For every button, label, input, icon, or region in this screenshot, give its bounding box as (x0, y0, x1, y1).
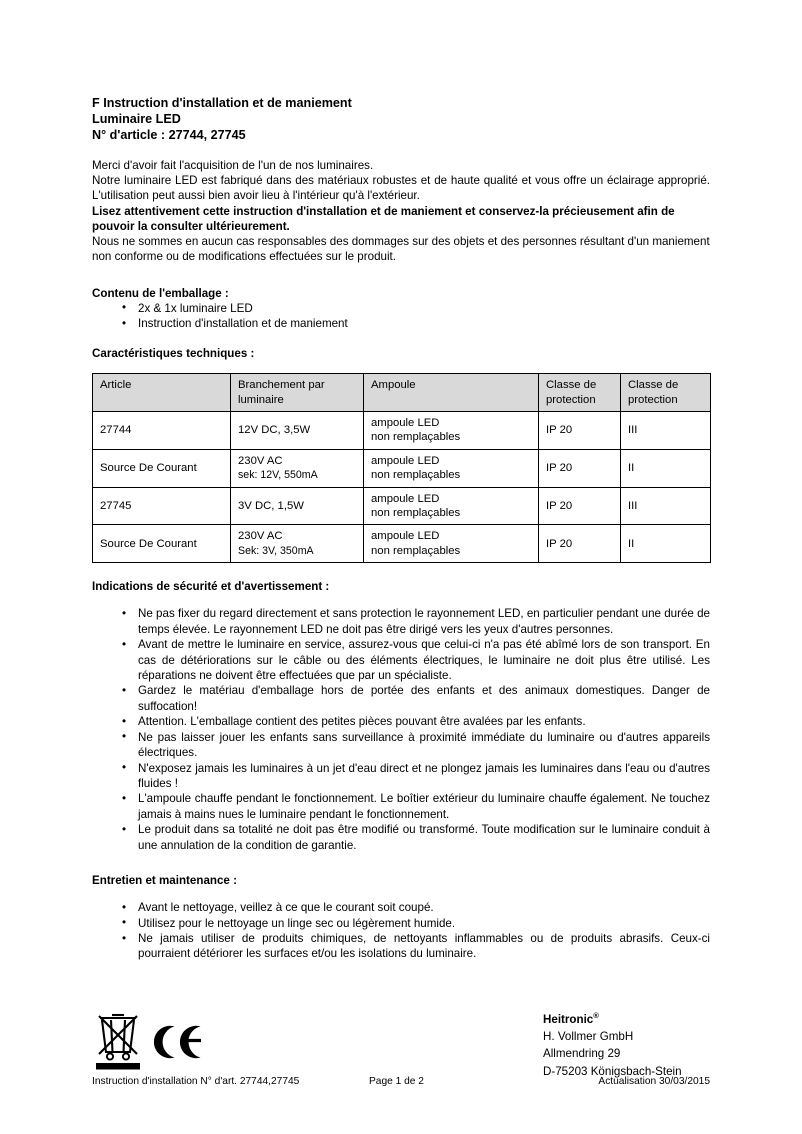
safety-instructions-list (92, 606, 710, 853)
cell-branchement-line-1: 3V DC, 1,5W (238, 499, 304, 512)
package-contents-heading: Contenu de l'emballage : (92, 286, 229, 300)
table-body (93, 411, 711, 562)
spacer (92, 563, 710, 579)
cell-ampoule-line-1: ampoule LED (371, 530, 440, 543)
footer-page-number: Page 1 de 2 (369, 1076, 424, 1087)
cell-ip-rating: IP 20 (539, 411, 621, 449)
cell-article: Source De Courant (93, 525, 231, 563)
cell-ampoule-line-1: ampoule LED (371, 492, 440, 505)
technical-specs-heading: Caractéristiques techniques : (92, 346, 255, 360)
list-item: • Instruction d'installation et de maniement (92, 316, 710, 331)
list-item: • Attention. L'emballage contient des petites pièces pouvant être avalées par les enfants. (92, 714, 710, 729)
document-title-block (92, 95, 710, 144)
table-row (93, 411, 711, 449)
safety-instructions-heading: Indications de sécurité et d'avertissement : (92, 580, 330, 594)
cell-branchement-line-1: 230V AC (238, 454, 283, 467)
list-item: • Ne jamais utiliser de produits chimiques, de nettoyants inflammables ou de produits abrasifs. Ceux-ci pourraient détériorer les surfaces et/ou les isolations du luminaire. (92, 931, 710, 962)
table-row (93, 525, 711, 563)
intro-thanks: Merci d'avoir fait l'acquisition de l'un de nos luminaires. (92, 158, 374, 172)
cell-branchement (231, 525, 364, 563)
footer-revision-date: Actualisation 30/03/2015 (598, 1076, 710, 1087)
spacer (92, 332, 710, 346)
cell-ampoule-line-1: ampoule LED (371, 416, 440, 429)
cell-branchement (231, 449, 364, 487)
cell-protection-class: II (621, 449, 711, 487)
cell-ampoule-line-2: non remplaçables (371, 469, 461, 482)
cell-branchement-line-2: sek: 12V, 550mA (238, 469, 318, 482)
list-item: • Le produit dans sa totalité ne doit pas être modifié ou transformé. Toute modification sur le luminaire conduit à une annulation de la condition de garantie. (92, 822, 710, 853)
document-content (92, 95, 710, 962)
cell-branchement (231, 487, 364, 525)
page-title-line-2: Luminaire LED (92, 112, 181, 127)
column-header-classe-protection: Classe de protection (621, 374, 711, 412)
cell-ampoule-line-2: non remplaçables (371, 431, 461, 444)
footer-document-reference: Instruction d'installation N° d'art. 27744,27745 (92, 1076, 300, 1087)
intro-section (92, 158, 710, 265)
cell-ip-rating: IP 20 (539, 525, 621, 563)
technical-specs-table (92, 373, 711, 563)
list-item: • N'exposez jamais les luminaires à un jet d'eau direct et ne plongez jamais les luminaires dans l'eau ou d'autres fluides ! (92, 761, 710, 792)
cell-ampoule (364, 487, 539, 525)
list-item: • L'ampoule chauffe pendant le fonctionnement. Le boîtier extérieur du luminaire chauffe également. Ne touchez jamais à mains nues le luminaire pendant le fonctionnement. (92, 791, 710, 822)
footer-meta-line (92, 1074, 710, 1090)
column-header-article: Article (93, 374, 231, 412)
cell-protection-class: II (621, 525, 711, 563)
cell-ampoule (364, 449, 539, 487)
registered-trademark-symbol: ® (593, 1011, 599, 1020)
list-item: • Gardez le matériau d'emballage hors de portée des enfants et des animaux domestiques. Danger de suffocation! (92, 683, 710, 714)
list-item: • Ne pas laisser jouer les enfants sans surveillance à proximité immédiate du luminaire ou d'autres appareils électriques. (92, 730, 710, 761)
cell-branchement-line-1: 12V DC, 3,5W (238, 424, 311, 437)
company-street: Allmendring 29 (543, 1047, 621, 1061)
cell-article: 27745 (93, 487, 231, 525)
column-header-classe-protection-ip: Classe de protection (539, 374, 621, 412)
intro-read-carefully-notice: Lisez attentivement cette instruction d'installation et de maniement et conservez-la précieusement afin de pouvoir la consulter ultérieurement. (92, 204, 675, 233)
crossed-out-wheelie-bin-icon (92, 1008, 144, 1070)
maintenance-list (92, 900, 710, 962)
page-title-line-3: N° d'article : 27744, 27745 (92, 128, 246, 143)
company-legal-form: H. Vollmer GmbH (543, 1030, 634, 1044)
spacer (92, 853, 710, 873)
column-header-ampoule: Ampoule (364, 374, 539, 412)
spacer (92, 278, 710, 286)
list-item: • Ne pas fixer du regard directement et sans protection le rayonnement LED, en particulier pendant une durée de temps élevée. Le rayonnement LED ne doit pas être dirigé vers les yeux d'autres personnes. (92, 606, 710, 637)
cell-ampoule-line-2: non remplaçables (371, 506, 461, 519)
intro-description: Notre luminaire LED est fabriqué dans des matériaux robustes et de haute qualité et vous offre un éclairage approprié. L'utilisation peut aussi bien avoir lieu à l'intérieur qu'à l'extérieur. (92, 173, 710, 203)
list-item: • 2x & 1x luminaire LED (92, 301, 710, 316)
cell-ip-rating: IP 20 (539, 449, 621, 487)
cell-protection-class: III (621, 411, 711, 449)
company-name-text: Heitronic (543, 1012, 594, 1026)
intro-liability-notice: Nous ne sommes en aucun cas responsables des dommages sur des objets et des personnes résultant d'un maniement non conforme ou de modifications effectuées sur le produit. (92, 235, 710, 264)
cell-ampoule (364, 411, 539, 449)
table-header (93, 374, 711, 412)
list-item: • Avant le nettoyage, veillez à ce que le courant soit coupé. (92, 900, 710, 915)
company-name (543, 1007, 763, 1028)
compliance-marks (92, 1008, 204, 1070)
company-city: D-75203 Königsbach-Stein (543, 1064, 682, 1078)
spacer (92, 361, 710, 373)
company-address-block (543, 1007, 763, 1080)
cell-article: Source De Courant (93, 449, 231, 487)
cell-branchement-line-1: 230V AC (238, 530, 283, 543)
cell-article: 27744 (93, 411, 231, 449)
table-row (93, 487, 711, 525)
table-row (93, 449, 711, 487)
cell-ip-rating: IP 20 (539, 487, 621, 525)
package-contents-list (92, 301, 710, 332)
table-header-row (93, 374, 711, 412)
list-item: • Avant de mettre le luminaire en service, assurez-vous que celui-ci n'a pas été abîmé lors de son transport. En cas de détériorations sur le câble ou des éléments électriques, le luminaire ne doit plus être utilisé. Les réparations ne doivent être effectuées que par un spécialiste. (92, 637, 710, 683)
ce-mark-icon (152, 1022, 204, 1062)
cell-branchement (231, 411, 364, 449)
maintenance-heading: Entretien et maintenance : (92, 873, 237, 887)
spacer (92, 888, 710, 900)
cell-ampoule (364, 525, 539, 563)
spacer (92, 594, 710, 606)
list-item: • Utilisez pour le nettoyage un linge sec ou légèrement humide. (92, 916, 710, 931)
cell-ampoule-line-1: ampoule LED (371, 454, 440, 467)
page-title-line-1: F Instruction d'installation et de maniement (92, 96, 352, 110)
cell-protection-class: III (621, 487, 711, 525)
column-header-branchement: Branchement par luminaire (231, 374, 364, 412)
cell-branchement-line-2: Sek: 3V, 350mA (238, 544, 314, 557)
cell-ampoule-line-2: non remplaçables (371, 544, 461, 557)
